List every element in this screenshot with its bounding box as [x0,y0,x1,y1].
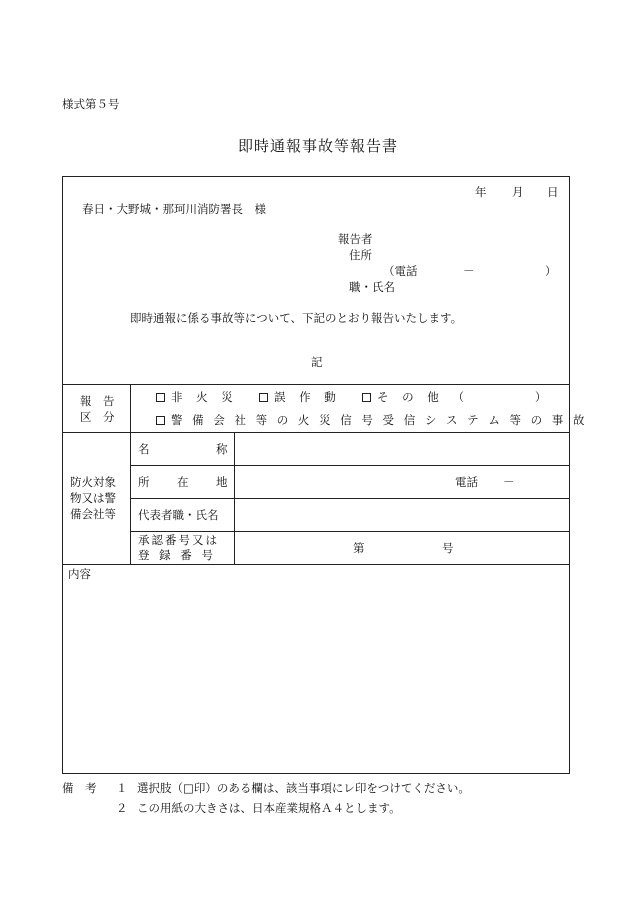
reporter-address-field[interactable]: 住所 [349,248,372,262]
option-other-label: そ の 他 （ [377,390,469,404]
location-label-c: 地 [216,475,228,489]
date-day[interactable]: 日 [547,185,559,199]
remark-1-number: １ [116,781,128,795]
name-label-a: 名 [138,442,150,456]
approval-no-suffix: 号 [442,541,454,555]
name-input[interactable] [236,433,569,464]
category-label-2: 区 分 [80,410,115,424]
location-label-a: 所 [138,475,150,489]
option-security-label: 警 備 会 社 等 の 火 災 信 号 受 信 シ ス テ ム 等 の 事 故 [171,413,588,427]
content-label: 内容 [68,567,91,581]
date-year[interactable]: 年 [475,185,487,199]
option-other[interactable] [362,390,469,404]
label-column-divider [130,384,131,564]
option-non-fire[interactable] [156,390,238,404]
checkbox-icon[interactable] [156,393,165,402]
location-phone-dash: － [503,475,515,489]
representative-label: 代表者職・氏名 [138,508,219,522]
approval-no-prefix: 第 [353,541,365,555]
reporter-phone-dash: － [463,264,475,278]
category-label-1: 報 告 [80,394,115,408]
checkbox-icon[interactable] [259,393,268,402]
content-textarea[interactable] [64,584,568,772]
ki-heading: 記 [311,355,323,369]
remark-2-number: ２ [116,801,128,815]
divider-representative-row [130,531,570,532]
approval-label-2: 登 録 番 号 [138,548,216,562]
addressee: 春日・大野城・那珂川消防署長 様 [82,202,266,216]
divider-upper [62,384,570,385]
divider-target [62,564,570,565]
approval-label-1: 承認番号又は [138,533,219,547]
remarks-label: 備 考 [62,781,97,795]
reporter-phone-field[interactable]: （電話 [383,264,418,278]
location-label-b: 在 [177,475,189,489]
reporter-title-name-field[interactable]: 職・氏名 [349,280,395,294]
remark-2-text: この用紙の大きさは、日本産業規格Ａ４とします。 [137,801,401,815]
name-label-b: 称 [216,442,228,456]
checkbox-icon[interactable] [362,393,371,402]
target-label-2: 物又は警 [70,491,116,505]
intro-text: 即時通報に係る事故等について、下記のとおり報告いたします。 [130,311,463,325]
remark-1-text: 選択肢（□印）のある欄は、該当事項にレ印をつけてください。 [137,781,470,795]
option-non-fire-label: 非 火 災 [171,390,238,404]
option-security-company[interactable] [156,413,587,427]
option-other-close: ） [535,390,547,404]
option-malfunction[interactable] [259,390,341,404]
option-malfunction-label: 誤 作 動 [274,390,341,404]
target-label-3: 備会社等 [70,507,116,521]
reporter-phone-close: ） [545,264,557,278]
form-number: 様式第５号 [62,97,120,111]
name-field[interactable] [236,466,569,497]
target-label-1: 防火対象 [70,475,116,489]
date-month[interactable]: 月 [512,185,524,199]
form-title: 即時通報事故等報告書 [238,137,399,155]
location-phone-label: 電話 [455,475,478,489]
checkbox-icon[interactable] [156,416,165,425]
representative-input[interactable] [236,499,569,530]
field-column-divider [234,432,235,564]
reporter-label: 報告者 [338,232,373,246]
